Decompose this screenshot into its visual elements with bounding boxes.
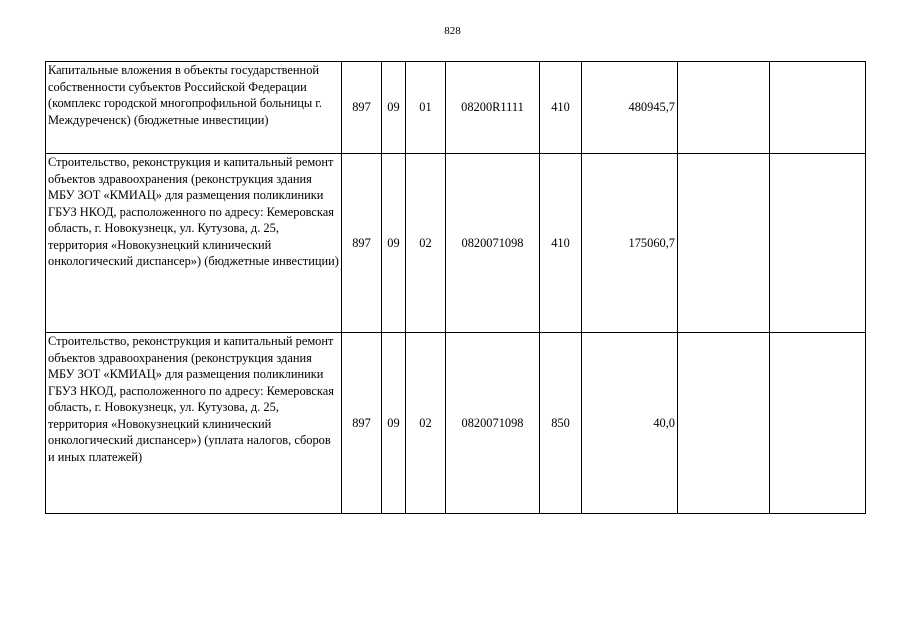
amount-cell: 480945,7 xyxy=(582,62,678,154)
page-number: 828 xyxy=(444,25,461,37)
empty-cell xyxy=(678,333,770,514)
description-cell: Строительство, реконструкция и капитальный ремонт объектов здравоохранения (реконструкция здания МБУ ЗОТ «КМИАЦ» для размещения поликлиники ГБУЗ НКОД, расположенного по адресу: Кемеровская область, г. Новокузнецк, ул. Кутузова, д. 25, территория «Новокузнецкий клинический онкологический диспансер») (бюджетные инвестиции) xyxy=(46,154,342,333)
amount-cell: 175060,7 xyxy=(582,154,678,333)
amount-cell: 40,0 xyxy=(582,333,678,514)
ministry-code-cell: 897 xyxy=(342,333,382,514)
ministry-code-cell: 897 xyxy=(342,62,382,154)
section-code-cell: 09 xyxy=(382,154,406,333)
section-code-cell: 09 xyxy=(382,333,406,514)
subsection-code-cell: 02 xyxy=(406,154,446,333)
empty-cell xyxy=(770,333,866,514)
empty-cell xyxy=(770,154,866,333)
description-cell: Строительство, реконструкция и капитальный ремонт объектов здравоохранения (реконструкция здания МБУ ЗОТ «КМИАЦ» для размещения поликлиники ГБУЗ НКОД, расположенного по адресу: Кемеровская область, г. Новокузнецк, ул. Кутузова, д. 25, территория «Новокузнецкий клинический онкологический диспансер») (уплата налогов, сборов и иных платежей) xyxy=(46,333,342,514)
target-article-cell: 08200R1111 xyxy=(446,62,540,154)
subsection-code-cell: 01 xyxy=(406,62,446,154)
budget-table xyxy=(45,61,866,514)
target-article-cell: 0820071098 xyxy=(446,333,540,514)
expense-type-cell: 410 xyxy=(540,62,582,154)
subsection-code-cell: 02 xyxy=(406,333,446,514)
expense-type-cell: 850 xyxy=(540,333,582,514)
target-article-cell: 0820071098 xyxy=(446,154,540,333)
description-cell: Капитальные вложения в объекты государственной собственности субъектов Российской Федерации (комплекс городской многопрофильной больницы г. Междуреченск) (бюджетные инвестиции) xyxy=(46,62,342,154)
empty-cell xyxy=(770,62,866,154)
section-code-cell: 09 xyxy=(382,62,406,154)
expense-type-cell: 410 xyxy=(540,154,582,333)
ministry-code-cell: 897 xyxy=(342,154,382,333)
table-row xyxy=(46,333,866,514)
table-row xyxy=(46,154,866,333)
empty-cell xyxy=(678,154,770,333)
empty-cell xyxy=(678,62,770,154)
table-row xyxy=(46,62,866,154)
